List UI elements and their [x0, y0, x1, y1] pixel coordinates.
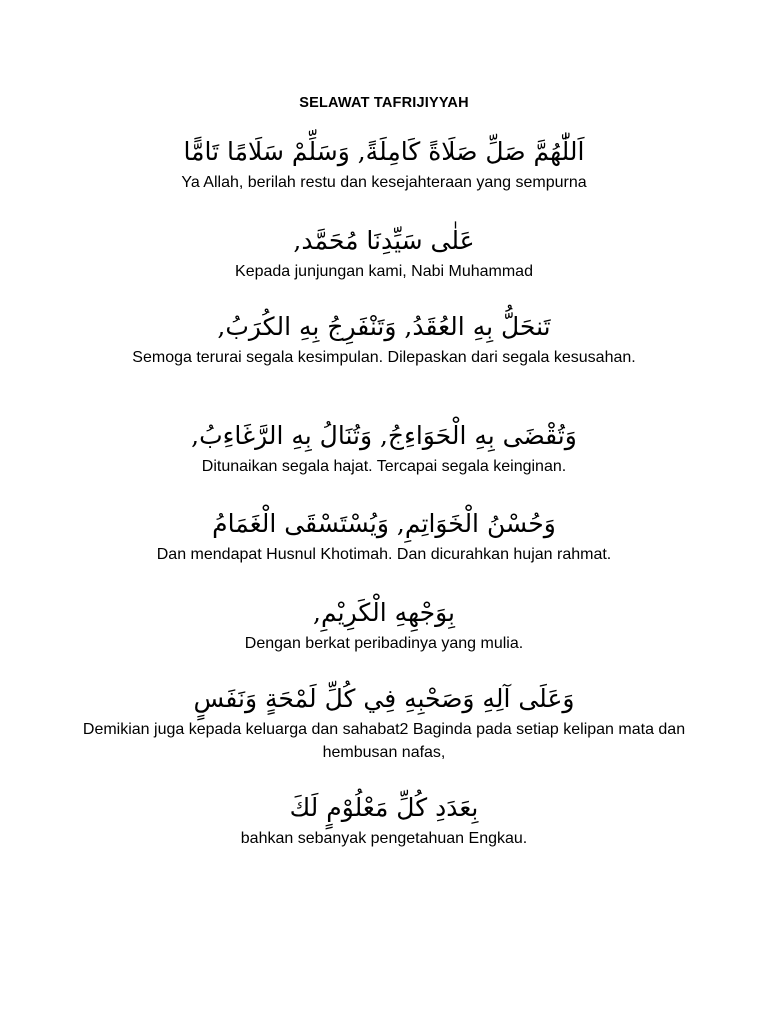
- translation-text: Semoga terurai segala kesimpulan. Dilepaskan dari segala kesusahan.: [132, 349, 636, 366]
- arabic-text: وَتُقْضَى بِهِ الْحَوَاءِجُ, وَتُنَالُ بِهِ الرَّغَاءِبُ,: [191, 421, 577, 450]
- verse-1: [80, 133, 688, 194]
- arabic-text: اَللّٰهُمَّ صَلِّ صَلَاةً كَامِلَةً, وَسَلِّمْ سَلَامًا تَامًّا: [183, 137, 585, 166]
- translation-text: Dengan berkat peribadinya yang mulia.: [244, 635, 524, 652]
- verse-4: [80, 417, 688, 478]
- verse-7: [80, 680, 688, 764]
- arabic-text: وَحُسْنُ الْخَوَاتِمِ, وَيُسْتَسْقَى الْغَمَامُ: [212, 509, 556, 538]
- translation-text: Dan mendapat Husnul Khotimah. Dan dicurahkan hujan rahmat.: [156, 546, 612, 563]
- arabic-text: عَلٰى سَيِّدِنَا مُحَمَّد,: [293, 226, 475, 255]
- translation-text: Demikian juga kepada keluarga dan sahabat2 Baginda pada setiap kelipan mata dan hembusan nafas,: [82, 721, 686, 761]
- arabic-text: بِوَجْهِهِ الْكَرِيْمِ,: [313, 598, 455, 627]
- verse-6: [80, 594, 688, 655]
- arabic-text: بِعَدَدِ كُلِّ مَعْلُوْمٍ لَكَ: [289, 793, 479, 822]
- translation-text: bahkan sebanyak pengetahuan Engkau.: [240, 830, 528, 847]
- verse-8: [80, 789, 688, 850]
- verse-5: [80, 505, 688, 566]
- arabic-text: وَعَلَى آلِهِ وَصَحْبِهِ فِي كُلِّ لَمْحَةٍ وَنَفَسٍ: [193, 684, 575, 713]
- translation-text: Ditunaikan segala hajat. Tercapai segala keinginan.: [201, 458, 567, 475]
- translation-text: Ya Allah, berilah restu dan kesejahteraan yang sempurna: [181, 174, 587, 191]
- arabic-text: تَنحَلُّ بِهِ العُقَدُ, وَتَنْفَرِجُ بِهِ الكُرَبُ,: [217, 312, 551, 341]
- page-title: SELAWAT TAFRIJIYYAH: [299, 95, 469, 111]
- verse-2: [80, 222, 688, 283]
- verse-3: [80, 308, 688, 369]
- translation-text: Kepada junjungan kami, Nabi Muhammad: [235, 263, 533, 280]
